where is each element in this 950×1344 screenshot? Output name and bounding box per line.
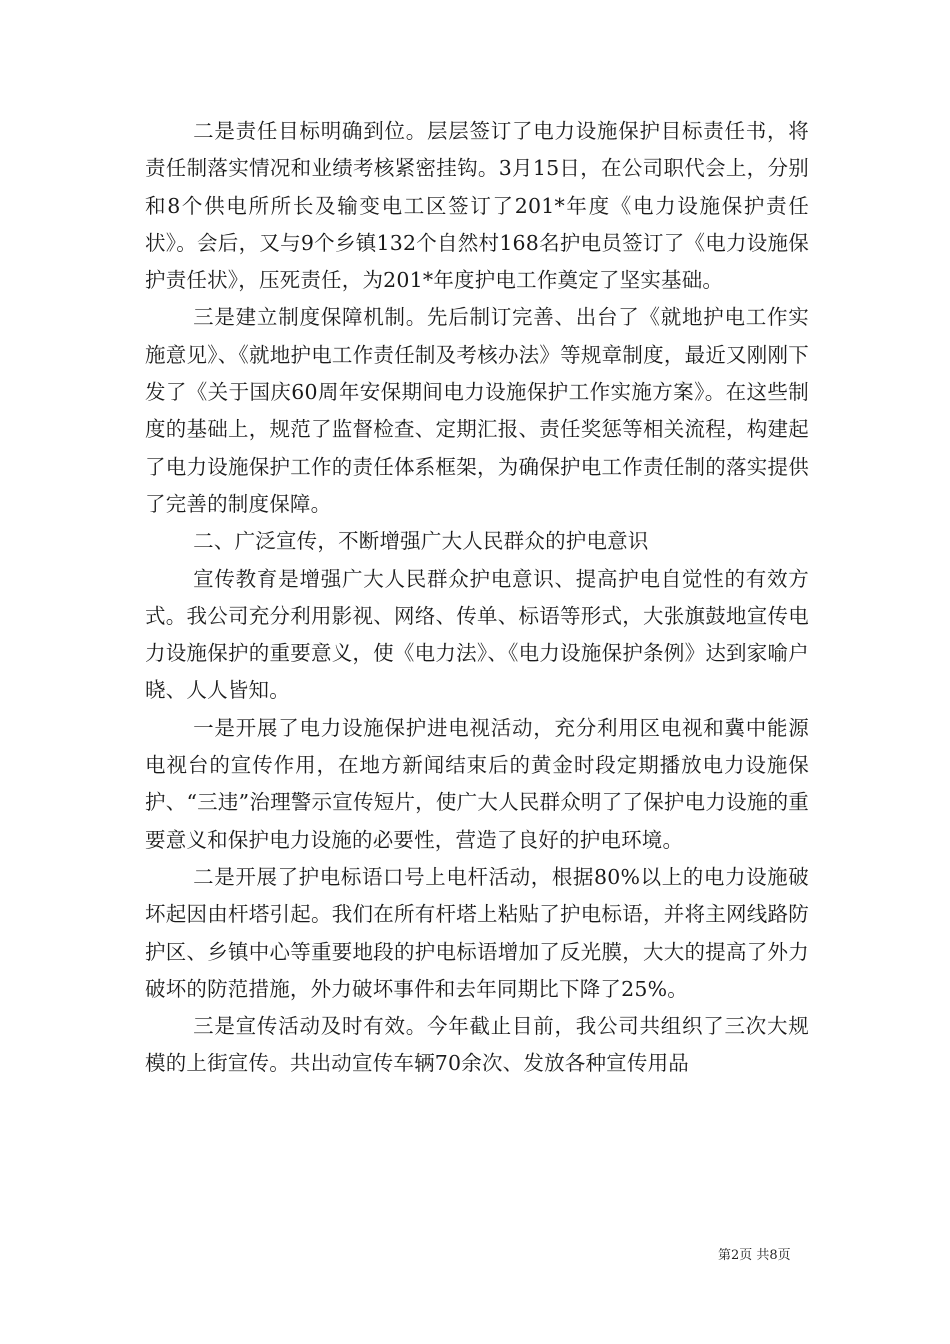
paragraph-institutional-mechanism: 三是建立制度保障机制。先后制订完善、出台了《就地护电工作实施意见》、《就地护电工作责任制及考核办法》等规章制度，最近又刚刚下发了《关于国庆60周年安保期间电力设施保护工作实施方案》。在这些制度的基础上，规范了监督检查、定期汇报、责任奖惩等相关流程，构建起了电力设施保护工作的责任体系框架，为确保护电工作责任制的落实提供了完善的制度保障。 [145,305,809,516]
paragraph-tv-campaign: 一是开展了电力设施保护进电视活动，充分利用区电视和冀中能源电视台的宣传作用，在地方新闻结束后的黄金时段定期播放电力设施保护、“三违”治理警示宣传短片，使广大人民群众明了了保护电力设施的重要意义和保护电力设施的必要性，营造了良好的护电环境。 [145,715,809,852]
document-body [145,113,809,1083]
paragraph-street-publicity: 三是宣传活动及时有效。今年截止目前，我公司共组织了三次大规模的上街宣传。共出动宣传车辆70余次、发放各种宣传用品 [145,1014,809,1076]
paragraph-publicity-education: 宣传教育是增强广大人民群众护电意识、提高护电自觉性的有效方式。我公司充分利用影视、网络、传单、标语等形式，大张旗鼓地宣传电力设施保护的重要意义，使《电力法》、《电力设施保护条例》达到家喻户晓、人人皆知。 [145,566,809,703]
page-number: 第2页 共8页 [718,1248,791,1263]
paragraph-pole-slogans: 二是开展了护电标语口号上电杆活动，根据80%以上的电力设施破坏起因由杆塔引起。我们在所有杆塔上粘贴了护电标语，并将主网线路防护区、乡镇中心等重要地段的护电标语增加了反光膜，大大的提高了外力破坏的防范措施，外力破坏事件和去年同期比下降了25%。 [145,864,809,1001]
paragraph-responsibility-targets: 二是责任目标明确到位。层层签订了电力设施保护目标责任书，将责任制落实情况和业绩考核紧密挂钩。3月15日，在公司职代会上，分别和8个供电所所长及输变电工区签订了201*年度《电力设施保护责任状》。会后，又与9个乡镇132个自然村168名护电员签订了《电力设施保护责任状》，压死责任，为201*年度护电工作奠定了坚实基础。 [145,119,809,293]
section-heading-publicity: 二、广泛宣传，不断增强广大人民群众的护电意识 [193,529,649,554]
